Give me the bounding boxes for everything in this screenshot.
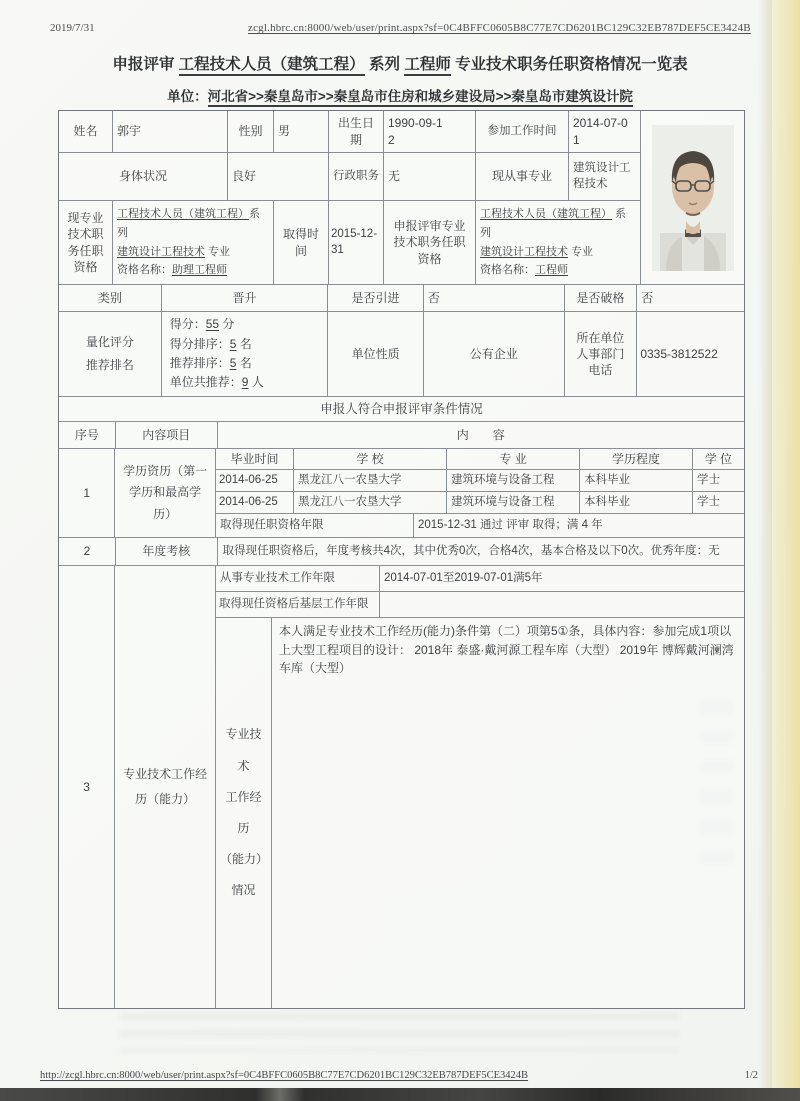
introduced-value: 否: [424, 285, 565, 312]
page-number: 1/2: [744, 1070, 758, 1081]
experience-years-row: [216, 566, 744, 592]
experience-detail-row: [216, 618, 744, 1008]
category-row: [59, 285, 744, 312]
edu-col-degree-level: 学历程度: [580, 449, 693, 470]
print-url: zcgl.hbrc.cn:8000/web/user/print.aspx?sf=0C4BFFC0605B8C77E7CD6201BC129C32EB787DEF5CE3424B: [248, 22, 751, 34]
join-date-value: 2014-07-01: [569, 111, 641, 153]
education-record-row: [216, 492, 744, 514]
scan-bottom-strip: [0, 1088, 800, 1101]
grassroots-years-value: [380, 592, 744, 618]
exception-value: 否: [637, 285, 744, 312]
unit-type-label: 单位性质: [328, 312, 424, 397]
hr-phone-label: 所在单位人事部门电话: [565, 312, 638, 397]
category-value: 晋升: [162, 285, 329, 312]
join-date-label: 参加工作时间: [476, 111, 569, 153]
category-label: 类别: [59, 285, 162, 312]
basic-info-group: [59, 111, 744, 285]
edu-major: 建筑环境与设备工程: [447, 492, 580, 514]
experience-detail-content: 本人满足专业技术工作经历(能力)条件第（二）项第5①条，具体内容：参加完成1项以上大型工程项目的设计： 2018年 泰盛·戴河源工程车库（大型） 2019年 博辉戴河澜湾车库（大型）: [279, 624, 734, 676]
education-group: [59, 449, 744, 538]
current-qualification-detail: 工程技术人员（建筑工程）系列 建筑设计工程技术 专业 资格名称：助理工程师: [113, 201, 274, 285]
title-prefix: 申报评审: [112, 56, 179, 73]
current-major-label: 现从事专业: [476, 153, 569, 201]
gender-value: 男: [274, 111, 329, 153]
gender-label: 性别: [228, 111, 274, 153]
education-record-row: [216, 470, 744, 492]
page-title: [0, 52, 800, 74]
col-item-header: 内容项目: [116, 422, 218, 449]
apply-qualification-detail: 工程技术人员（建筑工程） 系列 建筑设计工程技术 专业 资格名称：工程师: [476, 201, 641, 285]
experience-group: [59, 566, 744, 1008]
title-rank: 工程师: [404, 56, 451, 76]
birth-label: 出生日期: [329, 111, 384, 153]
edu-major: 建筑环境与设备工程: [447, 470, 580, 492]
col-seq-header: 序号: [59, 422, 116, 449]
current-major-value: 建筑设计工程技术: [569, 153, 641, 201]
portrait-icon: [652, 125, 734, 271]
current-qualification-label: 现专业技术职务任职资格: [59, 201, 113, 285]
edu-grad-date: 2014-06-25: [216, 492, 294, 514]
edu-col-degree: 学 位: [693, 449, 744, 470]
health-row: [59, 153, 641, 201]
photo-cell: [641, 111, 744, 285]
conditions-header-row: [59, 422, 744, 449]
unit-type-value: 公有企业: [424, 312, 565, 397]
unit-value: 河北省>>秦皇岛市>>秦皇岛市住房和城乡建设局>>秦皇岛市建筑设计院: [208, 89, 633, 107]
edu-degree: 学士: [693, 470, 744, 492]
experience-seq: 3: [59, 566, 115, 1008]
obtain-time-value: 2015-12-31: [329, 201, 384, 285]
print-date: 2019/7/31: [50, 22, 95, 34]
conditions-banner-row: [59, 397, 744, 422]
tenure-row: [216, 514, 744, 538]
conditions-banner: 申报人符合申报评审条件情况: [59, 397, 744, 422]
assessment-item-label: 年度考核: [116, 538, 218, 566]
experience-item-label: 专业技术工作经历（能力）: [115, 566, 216, 1008]
scan-artifact: [120, 1012, 680, 1052]
grassroots-years-row: [216, 592, 744, 618]
edu-col-school: 学 校: [294, 449, 447, 470]
edu-degree-level: 本科毕业: [580, 492, 693, 514]
scoring-details: 得分：55 分 得分排序：5 名 推荐排序：5 名 单位共推荐：9 人: [162, 312, 329, 397]
health-value: 良好: [228, 153, 329, 201]
introduced-label: 是否引进: [328, 285, 424, 312]
scoring-label: 量化评分 推荐排名: [59, 312, 162, 397]
admin-post-label: 行政职务: [329, 153, 384, 201]
apply-qualification-label: 申报评审专业技术职务任职资格: [384, 201, 476, 285]
unit-label: 单位：: [167, 89, 208, 104]
scoring-row: [59, 312, 744, 397]
admin-post-value: 无: [384, 153, 476, 201]
name-row: [59, 111, 641, 153]
assessment-row: [59, 538, 744, 566]
tenure-label: 取得现任职资格年限: [216, 514, 414, 538]
edu-col-major: 专 业: [447, 449, 580, 470]
name-value: 郭宇: [113, 111, 228, 153]
footer-url: http://zcgl.hbrc.cn:8000/web/user/print.aspx?sf=0C4BFFC0605B8C77E7CD6201BC129C32EB787DEF5CE3424B: [40, 1070, 529, 1081]
education-seq: 1: [59, 449, 115, 538]
scan-edge-shadow: [758, 0, 772, 1092]
health-label: 身体状况: [59, 153, 228, 201]
tenure-value: 2015-12-31 通过 评审 取得；满 4 年: [414, 514, 744, 538]
education-item-label: 学历资历（第一学历和最高学历）: [115, 449, 216, 538]
edu-school: 黑龙江八一农垦大学: [294, 492, 447, 514]
title-series-suffix: 系列: [364, 56, 405, 73]
edu-grad-date: 2014-06-25: [216, 470, 294, 492]
name-label: 姓名: [59, 111, 113, 153]
current-qualification-row: [59, 201, 641, 285]
edu-school: 黑龙江八一农垦大学: [294, 470, 447, 492]
applicant-photo: [652, 125, 734, 271]
edu-degree-level: 本科毕业: [580, 470, 693, 492]
experience-years-label: 从事专业技术工作年限: [216, 566, 380, 592]
assessment-seq: 2: [59, 538, 116, 566]
education-header-row: [216, 449, 744, 470]
edu-degree: 学士: [693, 492, 744, 514]
experience-detail-label: 专业技术 工作经历 （能力） 情况: [216, 618, 272, 1008]
experience-years-value: 2014-07-01至2019-07-01满5年: [380, 566, 744, 592]
hr-phone-value: 0335-3812522: [637, 312, 744, 397]
exception-label: 是否破格: [565, 285, 638, 312]
title-suffix: 专业技术职务任职资格情况一览表: [450, 56, 688, 73]
qualification-form-table: [58, 110, 745, 1009]
scan-edge-yellow-strip: [760, 0, 800, 1092]
grassroots-years-label: 取得现任资格后基层工作年限: [216, 592, 380, 618]
birth-value: 1990-09-12: [384, 111, 476, 153]
title-series: 工程技术人员（建筑工程）: [179, 56, 365, 76]
edu-col-grad-date: 毕业时间: [216, 449, 294, 470]
assessment-content: 取得现任职资格后，年度考核共4次，其中优秀0次，合格4次，基本合格及以下0次。优秀年度：无: [218, 538, 744, 566]
unit-line: [0, 85, 800, 105]
col-content-header: 内 容: [218, 422, 744, 449]
obtain-time-label: 取得时间: [274, 201, 329, 285]
